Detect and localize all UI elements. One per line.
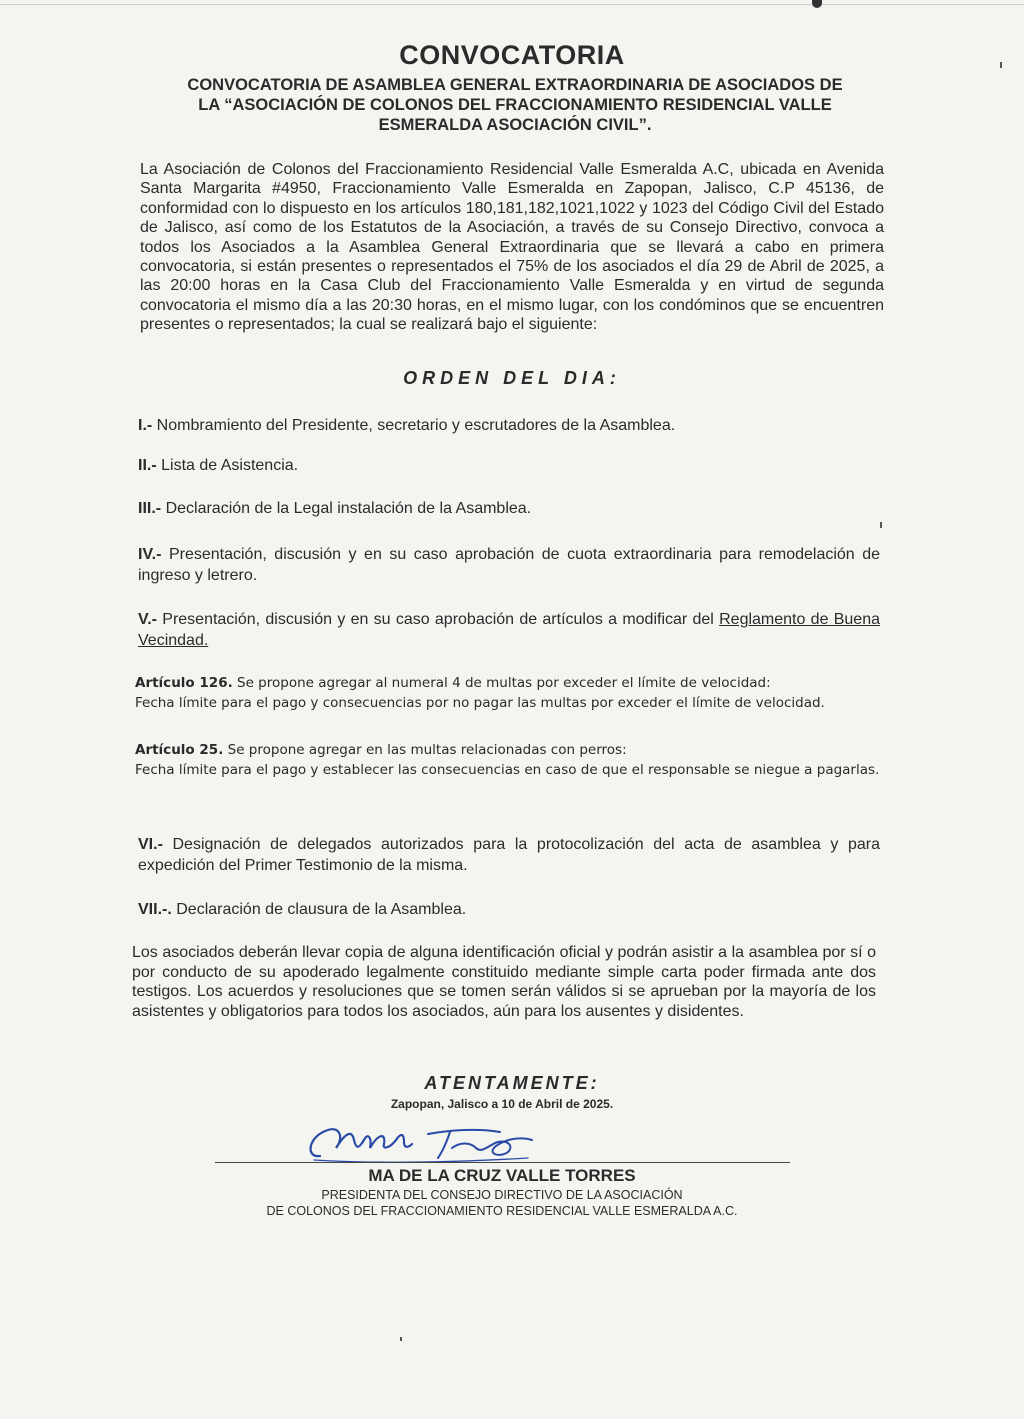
scan-mark (812, 0, 822, 8)
handwritten-signature (300, 1118, 540, 1168)
agenda-item-v (138, 609, 880, 651)
agenda-item-i (138, 415, 880, 436)
intro-paragraph: La Asociación de Colonos del Fraccionamiento Residencial Valle Esmeralda A.C, ubicada en Avenida Santa Margarita #4950, Fraccionamiento Valle Esmeralda en Zapopan, Jalisco, C.P 45136, de conformidad con lo dispuesto en los artículos 180,181,182,1021,1022 y 1023 del Código Civil del Estado de Jalisco, así como de los Estatutos de la Asociación, a través de su Consejo Directivo, convoca a todos los Asociados a la Asamblea General Extraordinaria que se llevará a cabo en primera convocatoria, si están presentes o representados el 75% de los asociados el día 29 de Abril de 2025, a las 20:00 horas en la Casa Club del Fraccionamiento Valle Esmeralda y en virtud de segunda convocatoria el mismo día a las 20:30 horas, en el mismo lugar, con los condóminos que se encuentren presentes o representados; la cual se realizará bajo el siguiente: (140, 161, 884, 334)
agenda-heading: ORDEN DEL DIA: (403, 368, 621, 388)
agenda-number: VII.-. (138, 901, 172, 918)
article-line (135, 673, 880, 693)
place-date: Zapopan, Jalisco a 10 de Abril de 2025. (390, 1097, 614, 1111)
role-line: DE COLONOS DEL FRACCIONAMIENTO RESIDENCIAL VALLE ESMERALDA A.C. (266, 1204, 738, 1218)
agenda-number: III.- (138, 500, 162, 517)
article-text: Se propone agregar en las multas relacionadas con perros: (227, 742, 627, 758)
article-label: Artículo 25. (135, 742, 224, 758)
subtitle-line: LA “ASOCIACIÓN DE COLONOS DEL FRACCIONAMIENTO RESIDENCIAL VALLE (198, 96, 832, 114)
agenda-text: Presentación, discusión y en su caso aprobación de artículos a modificar del (162, 611, 714, 628)
signer-name: MA DE LA CRUZ VALLE TORRES (368, 1166, 636, 1185)
scan-speck (880, 522, 882, 528)
article-line (135, 740, 880, 760)
agenda-item-vi (138, 834, 880, 876)
article-text: Se propone agregar al numeral 4 de multas por exceder el límite de velocidad: (237, 675, 771, 691)
agenda-text: Nombramiento del Presidente, secretario y escrutadores de la Asamblea. (156, 417, 676, 434)
agenda-text: Designación de delegados autorizados para la protocolización del acta de asamblea y para expedición del Primer Testimonio de la misma. (138, 836, 880, 874)
regulation-title: Reglamento de Buena Vecindad. (138, 611, 880, 649)
agenda-number: V.- (138, 611, 157, 628)
article-label: Artículo 126. (135, 675, 233, 691)
document-subtitle (130, 75, 900, 135)
agenda-item-iii (138, 498, 880, 519)
agenda-text: Declaración de clausura de la Asamblea. (176, 901, 467, 918)
atentamente-heading: ATENTAMENTE: (424, 1073, 600, 1093)
agenda-text: Declaración de la Legal instalación de la Asamblea. (165, 500, 532, 517)
agenda-item-ii (138, 455, 880, 476)
signer-role (0, 1187, 1004, 1219)
subtitle-line: CONVOCATORIA DE ASAMBLEA GENERAL EXTRAORDINARIA DE ASOCIADOS DE (187, 76, 843, 94)
scan-top-edge (0, 4, 1024, 5)
article-126 (135, 673, 880, 713)
closing-paragraph: Los asociados deberán llevar copia de alguna identificación oficial y podrán asistir a la asamblea por sí o por conducto de su apoderado legalmente constituido mediante simple carta poder firmada ante dos testigos. Los acuerdos y resoluciones que se tomen serán válidos si se aprueban por la mayoría de los asistentes y obligatorios para todos los asociados, aún para los ausentes y disidentes. (132, 944, 876, 1020)
signature-line (215, 1162, 790, 1163)
agenda-item-vii (138, 899, 880, 920)
agenda-number: I.- (138, 417, 153, 434)
agenda-text: Lista de Asistencia. (161, 457, 299, 474)
article-line: Fecha límite para el pago y consecuencias por no pagar las multas por exceder el límite de velocidad. (135, 695, 825, 711)
role-line: PRESIDENTA DEL CONSEJO DIRECTIVO DE LA ASOCIACIÓN (321, 1188, 683, 1202)
article-25 (135, 740, 880, 780)
agenda-number: IV.- (138, 546, 162, 563)
subtitle-line: ESMERALDA ASOCIACIÓN CIVIL”. (378, 116, 652, 134)
scan-speck (1000, 62, 1002, 68)
agenda-item-iv (138, 544, 880, 586)
scan-speck (400, 1337, 402, 1341)
agenda-text: Presentación, discusión y en su caso aprobación de cuota extraordinaria para remodelación de ingreso y letrero. (138, 546, 881, 584)
agenda-number: II.- (138, 457, 157, 474)
agenda-number: VI.- (138, 836, 163, 853)
article-line: Fecha límite para el pago y establecer las consecuencias en caso de que el responsable se niegue a pagarlas. (135, 762, 880, 778)
document-title: CONVOCATORIA (399, 40, 625, 70)
